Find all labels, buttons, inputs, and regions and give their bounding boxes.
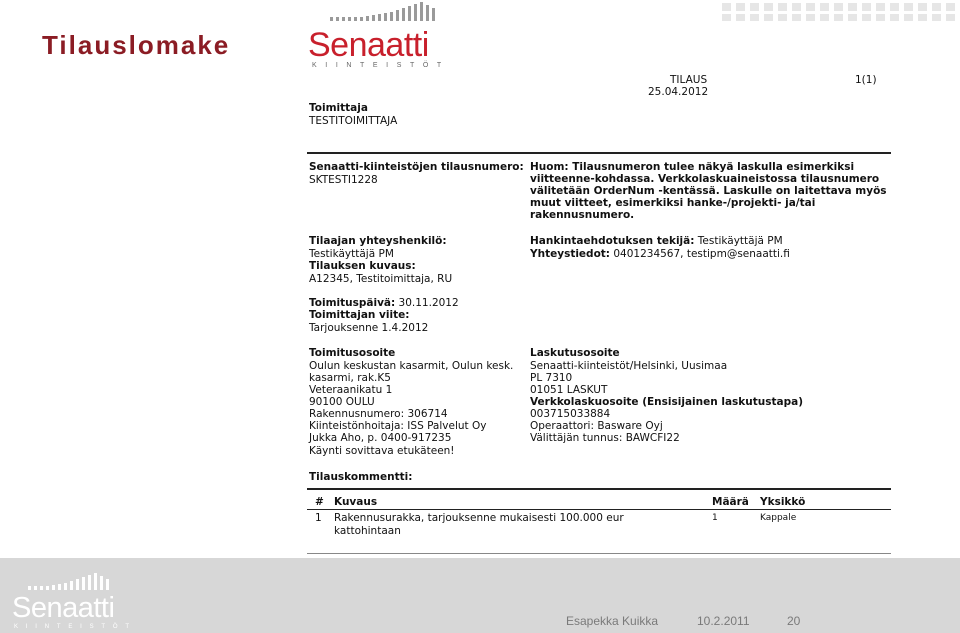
delivery-address-line: Käynti sovittava etukäteen!: [309, 445, 455, 457]
footer-author: Esapekka Kuikka: [566, 614, 659, 628]
delivery-address-line: Oulun keskustan kasarmit, Oulun kesk.: [309, 360, 514, 372]
note-line-1: Huom: Tilausnumeron tulee näkyä laskulla esimerkiksi: [530, 161, 855, 173]
footer-wordmark: Senaatti: [12, 592, 115, 624]
col-header-description: Kuvaus: [334, 496, 378, 508]
billing-address-line: 01051 LASKUT: [530, 384, 608, 396]
row-description-cont: kattohintaan: [334, 525, 401, 537]
supplier-label: Toimittaja: [309, 102, 368, 114]
footer-date: 10.2.2011: [697, 614, 750, 628]
contact-person-value: Testikäyttäjä PM: [309, 248, 394, 260]
contact-person-label: Tilaajan yhteyshenkilö:: [309, 235, 447, 247]
billing-address-line: PL 7310: [530, 372, 573, 384]
col-header-num: #: [315, 496, 324, 508]
logo-tagline: KIINTEISTÖT: [312, 62, 450, 69]
supplier-reference-value: Tarjouksenne 1.4.2012: [309, 322, 429, 334]
note-line-3: välitetään OrderNum -kentässä. Laskulle on laitettava myös: [530, 185, 887, 197]
delivery-address-line: Kiinteistönhoitaja: ISS Palvelut Oy: [309, 420, 487, 432]
table-header-rule: [307, 509, 891, 510]
order-description-value: A12345, Testitoimittaja, RU: [309, 273, 453, 285]
row-quantity: 1: [712, 513, 718, 523]
delivery-address-label: Toimitusosoite: [309, 347, 396, 359]
table-bottom-rule: [307, 553, 891, 554]
offer-maker: [530, 235, 783, 248]
logo-wordmark: Senaatti: [308, 26, 429, 64]
col-header-unit: Yksikkö: [760, 496, 806, 508]
order-description-label: Tilauksen kuvaus:: [309, 260, 416, 272]
contact-info: [530, 248, 790, 261]
divider-top: [307, 152, 891, 154]
note-line-5: rakennusnumero.: [530, 209, 635, 221]
row-description: Rakennusurakka, tarjouksenne mukaisesti 100.000 eur: [334, 512, 624, 524]
delivery-address-line: 90100 OULU: [309, 396, 375, 408]
supplier-value: TESTITOIMITTAJA: [309, 115, 398, 127]
order-comment-label: Tilauskommentti:: [309, 471, 413, 483]
doc-type: TILAUS: [670, 74, 708, 86]
contact-info-value: 0401234567, testipm@senaatti.fi: [613, 248, 790, 260]
delivery-date-value: 30.11.2012: [398, 297, 459, 309]
einvoice-line: 003715033884: [530, 408, 611, 420]
note-line-2: viitteenne-kohdassa. Verkkolaskuaineistossa tilausnumero: [530, 173, 880, 185]
note-line-4: muut viitteet, esimerkiksi hanke-/projekti- ja/tai: [530, 197, 816, 209]
row-num: 1: [315, 512, 322, 524]
order-document: [305, 0, 895, 560]
slide-title: Tilauslomake: [42, 30, 231, 60]
footer-page-number: 20: [787, 614, 801, 628]
footer-bar: [0, 558, 960, 633]
doc-date: 25.04.2012: [648, 86, 709, 98]
delivery-date-label: Toimituspäivä:: [309, 297, 396, 309]
offer-maker-value: Testikäyttäjä PM: [697, 235, 783, 247]
footer-logo-bars-icon: [28, 572, 128, 592]
einvoice-line: Operaattori: Basware Oyj: [530, 420, 663, 432]
billing-address-line: Senaatti-kiinteistöt/Helsinki, Uusimaa: [530, 360, 728, 372]
delivery-address-line: kasarmi, rak.K5: [309, 372, 391, 384]
billing-address-label: Laskutusosoite: [530, 347, 620, 359]
senaatti-logo: [308, 0, 448, 72]
delivery-address-line: Veteraanikatu 1: [309, 384, 393, 396]
row-unit: Kappale: [760, 513, 797, 523]
delivery-address-line: Jukka Aho, p. 0400-917235: [309, 432, 452, 444]
einvoice-line: Välittäjän tunnus: BAWCFI22: [530, 432, 680, 444]
delivery-address-line: Rakennusnumero: 306714: [309, 408, 448, 420]
order-number-value: SKTESTI1228: [309, 174, 378, 186]
logo-bars-icon: [330, 2, 442, 24]
footer-logo: [10, 570, 140, 632]
delivery-date: [309, 297, 459, 310]
order-number-label: Senaatti-kiinteistöjen tilausnumero:: [309, 161, 524, 173]
einvoice-label: Verkkolaskuosoite (Ensisijainen laskutustapa): [530, 396, 804, 408]
supplier-reference-label: Toimittajan viite:: [309, 309, 410, 321]
footer-tagline: KIINTEISTÖT: [14, 624, 137, 630]
contact-info-label: Yhteystiedot:: [530, 248, 611, 260]
table-top-rule: [307, 488, 891, 490]
offer-maker-label: Hankintaehdotuksen tekijä:: [530, 235, 695, 247]
col-header-quantity: Määrä: [712, 496, 749, 508]
page-indicator: 1(1): [855, 74, 877, 86]
